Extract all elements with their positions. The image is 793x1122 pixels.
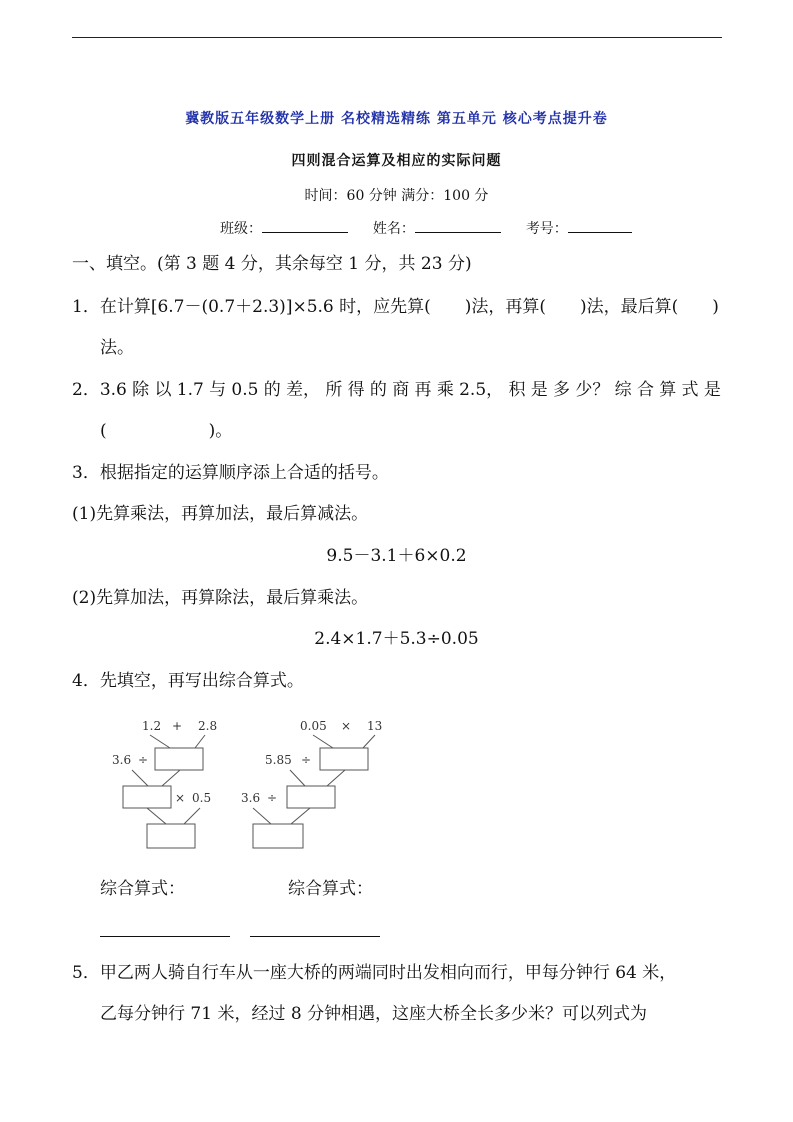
diagram-b-low-op: ÷ bbox=[267, 791, 278, 805]
diagram-b-box-2[interactable] bbox=[287, 786, 335, 808]
question-5-line1: 5．甲乙两人骑自行车从一座大桥的两端同时出发相向而行，甲每分钟行 64 米， bbox=[72, 963, 677, 983]
question-2-word: 合 bbox=[636, 380, 654, 400]
question-2-word: 多 bbox=[553, 380, 571, 400]
question-3-sub1: (1)先算乘法，再算加法，最后算减法。 bbox=[72, 504, 369, 524]
question-2-word: 以 bbox=[154, 380, 172, 400]
question-2-word: 是 bbox=[530, 380, 548, 400]
calc-diagram-b bbox=[235, 710, 395, 860]
diagram-a-box-2[interactable] bbox=[123, 786, 171, 808]
question-2-line2: ( )。 bbox=[100, 421, 233, 441]
diagram-a-low-op: × bbox=[175, 791, 186, 805]
diagram-b-box-3[interactable] bbox=[253, 824, 303, 848]
formula-label-a: 综合算式： bbox=[100, 879, 185, 899]
section1-title: 一、填空。(第 3 题 4 分，其余每空 1 分，共 23 分) bbox=[72, 254, 472, 274]
question-3-expr2: 2.4×1.7＋5.3÷0.05 bbox=[314, 629, 479, 649]
question-3-sub2: (2)先算加法，再算除法，最后算乘法。 bbox=[72, 588, 369, 608]
question-2-word: 商 bbox=[392, 380, 410, 400]
question-2-word: 0.5 bbox=[231, 380, 259, 400]
question-2-word: 2.5， bbox=[459, 380, 504, 400]
question-2-word: 算 bbox=[659, 380, 677, 400]
diagram-a-box-3[interactable] bbox=[147, 824, 195, 848]
question-2-word: 式 bbox=[681, 380, 699, 400]
question-4-line1: 4．先填空，再写出综合算式。 bbox=[72, 671, 304, 691]
question-2-word: 是 bbox=[703, 380, 721, 400]
diagram-b-top-right: 13 bbox=[367, 719, 383, 733]
number-blank[interactable] bbox=[568, 216, 632, 233]
question-2-line1 bbox=[72, 379, 721, 401]
question-2-word: 再 bbox=[414, 380, 432, 400]
question-2-word: 的 bbox=[263, 380, 281, 400]
class-blank[interactable] bbox=[262, 216, 348, 233]
question-2-word: 乘 bbox=[436, 380, 454, 400]
diagram-a-top-op: + bbox=[172, 719, 183, 733]
diagram-b-top-left: 0.05 bbox=[300, 719, 327, 733]
diagram-a-top-left: 1.2 bbox=[142, 719, 162, 733]
diagram-b-mid-left: 5.85 bbox=[265, 753, 292, 767]
question-3-expr1: 9.5－3.1＋6×0.2 bbox=[326, 546, 467, 566]
diagram-a-top-right: 2.8 bbox=[198, 719, 218, 733]
question-2-word: 的 bbox=[369, 380, 387, 400]
question-2-word: 综 bbox=[614, 380, 632, 400]
formula-label-b: 综合算式： bbox=[288, 879, 373, 899]
question-2-word: 2．3.6 bbox=[72, 380, 127, 400]
student-info-row bbox=[220, 216, 632, 240]
diagram-a-mid-left: 3.6 bbox=[112, 753, 132, 767]
question-2-word: 所 bbox=[325, 380, 343, 400]
calc-diagram-a bbox=[100, 710, 230, 860]
diagram-a-box-1[interactable] bbox=[155, 748, 203, 770]
diagram-a-low-right: 0.5 bbox=[192, 791, 212, 805]
question-3-line1: 3．根据指定的运算顺序添上合适的括号。 bbox=[72, 463, 389, 483]
question-5-line2: 乙每分钟行 71 米，经过 8 分钟相遇，这座大桥全长多少米？可以列式为 bbox=[100, 1004, 648, 1024]
formula-answer-line-b[interactable] bbox=[250, 936, 380, 937]
diagram-b-top-op: × bbox=[341, 719, 352, 733]
series-title: 冀教版五年级数学上册 名校精选精练 第五单元 核心考点提升卷 bbox=[185, 111, 608, 127]
question-2-word: 积 bbox=[508, 380, 526, 400]
diagram-b-low-left: 3.6 bbox=[241, 791, 261, 805]
number-label: 考号： bbox=[525, 221, 568, 237]
exam-time-info: 时间：60 分钟 满分：100 分 bbox=[304, 188, 489, 204]
question-1-line2: 法。 bbox=[100, 338, 134, 358]
question-1-line1: 1．在计算[6.7－(0.7＋2.3)]×5.6 时，应先算( )法，再算( )法，最后算( ) bbox=[72, 297, 719, 317]
diagram-a-mid-op: ÷ bbox=[138, 753, 149, 767]
diagram-b-mid-op: ÷ bbox=[301, 753, 312, 767]
question-2-word: 少？ bbox=[575, 380, 610, 400]
question-2-word: 除 bbox=[132, 380, 150, 400]
topic-title: 四则混合运算及相应的实际问题 bbox=[291, 153, 502, 169]
name-blank[interactable] bbox=[415, 216, 501, 233]
class-label: 班级： bbox=[220, 221, 262, 237]
question-2-word: 1.7 bbox=[176, 380, 204, 400]
question-2-word: 得 bbox=[347, 380, 365, 400]
question-2-word: 差， bbox=[286, 380, 321, 400]
diagram-b-box-1[interactable] bbox=[320, 748, 368, 770]
name-label: 姓名： bbox=[372, 221, 415, 237]
formula-answer-line-a[interactable] bbox=[100, 936, 230, 937]
question-2-word: 与 bbox=[209, 380, 227, 400]
top-rule bbox=[72, 37, 722, 38]
